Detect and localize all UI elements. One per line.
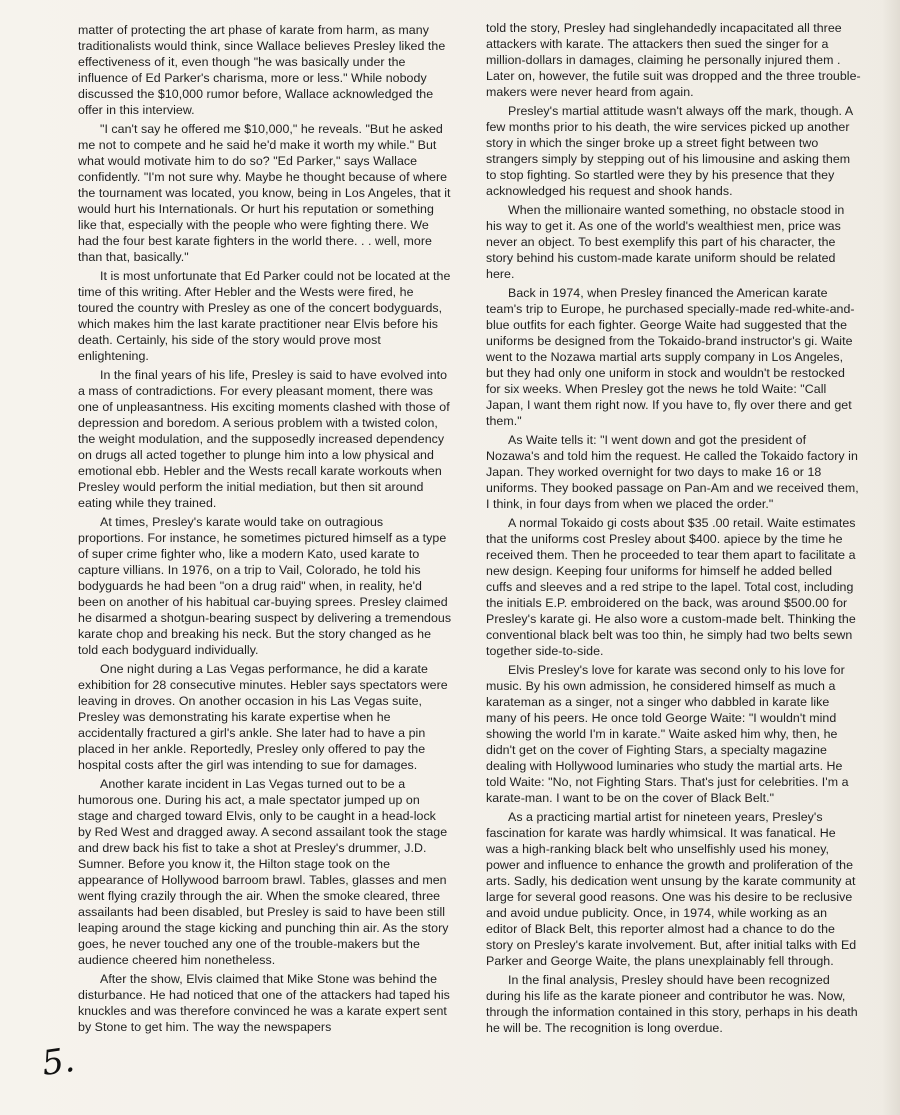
paragraph: As Waite tells it: "I went down and got the president of Nozawa's and told him the request. He called the Tokaido factory in Japan. They worked overnight for two days to make 16 or 18 uniforms. They booked passage on Pan-Am and we received them, I think, in four days from when we placed the order."	[486, 433, 859, 511]
paragraph: In the final years of his life, Presley is said to have evolved into a mass of contradictions. For every pleasant moment, there was one of unpleasantness. His exciting moments clashed with those of depression and boredom. A serious problem with a twisted colon, the weight modulation, and the supposedly increased dependency on drugs all acted together to plunge him into a low physical and emotional ebb. Hebler and the Wests recall karate workouts when Presley would perform the initial mediation, but then sit around eating while they trained.	[78, 368, 450, 510]
paragraph: Presley's martial attitude wasn't always off the mark, though. A few months prior to his death, the wire services picked up another story in which the singer broke up a street fight between two strangers simply by stepping out of his limousine and asking them to stop fighting. So startled were they by his presence that they acknowledged his request and shook hands.	[486, 104, 853, 198]
paragraph: "I can't say he offered me $10,000," he reveals. "But he asked me not to compete and he said he'd make it worth my while." But what would motivate him to do so? "Ed Parker," says Wallace confidently. "I'm not sure why. Maybe he thought because of where the tournament was located, you know, being in Los Angeles, that it would hurt his Internationals. Or hurt his reputation or something like that, especially with the people who were fighting there. We had the four best karate fighters in the world there. . . well, more than that, basically."	[78, 122, 451, 264]
paragraph: It is most unfortunate that Ed Parker could not be located at the time of this writing. After Hebler and the Wests were fired, he toured the country with Presley as one of the concert bodyguards, which makes him the last karate practitioner near Elvis before his death. Certainly, his side of the story would prove most enlightening.	[78, 269, 451, 363]
left-column	[78, 22, 452, 1038]
paragraph: After the show, Elvis claimed that Mike Stone was behind the disturbance. He had noticed that one of the attackers had taped his knuckles and was therefore convinced he was a karate expert sent by Stone to get him. The way the newspapers	[78, 972, 450, 1034]
paragraph: In the final analysis, Presley should have been recognized during his life as the karate pioneer and contributor he was. Now, through the information contained in this story, perhaps in his death he will be. The recognition is long overdue.	[486, 973, 858, 1035]
paragraph: Another karate incident in Las Vegas turned out to be a humorous one. During his act, a male spectator jumped up on stage and charged toward Elvis, only to be caught in a head-lock by Red West and dragged away. A second assailant took the stage and drew back his fist to take a shot at Presley's drummer, J.D. Sumner. Before you know it, the Hilton stage took on the appearance of Hollywood barroom brawl. Tables, glasses and men went flying crazily through the air. When the smoke cleared, three assailants had been disabled, but Presley is said to have been still leaping around the stage kicking and punching thin air. As the story goes, he never touched any one of the trouble-makers but the audience cheered him nonetheless.	[78, 777, 449, 967]
paragraph: When the millionaire wanted something, no obstacle stood in his way to get it. As one of the world's wealthiest men, price was never an object. To best exemplify this part of his character, the story behind his custom-made karate uniform should be related here.	[486, 203, 845, 281]
paragraph: matter of protecting the art phase of karate from harm, as many traditionalists would think, since Wallace believes Presley liked the effectiveness of it, even though "he was basically under the influence of Ed Parker's charisma, more or less." While nobody discussed the $10,000 rumor before, Wallace acknowledged the offer in this interview.	[78, 23, 446, 117]
paragraph: At times, Presley's karate would take on outragious proportions. For instance, he sometimes pictured himself as a type of super crime fighter who, like a modern Kato, used karate to capture villians. In 1976, on a trip to Vail, Colorado, he told his bodyguards he had been "on a drug raid" when, in reality, he'd been on another of his habitual car-buying sprees. Presley claimed he disarmed a shotgun-bearing suspect by delivering a tremendous karate chop and breaking his neck. But the story changed as he told each bodyguard individually.	[78, 515, 452, 657]
paragraph: Elvis Presley's love for karate was second only to his love for music. By his own admission, he considered himself as much a karateman as a singer, not a singer who dabbled in karate like many of his peers. He once told George Waite: "I wouldn't mind showing the world I'm in karate." Waite asked him why, then, he didn't get on the cover of Fighting Stars, a specialty magazine dealing with Hollywood luminaries who study the martial arts. He told Waite: "No, not Fighting Stars. That's just for celebrities. I'm a karate-man. I want to be on the cover of Black Belt."	[486, 663, 849, 805]
paragraph: Back in 1974, when Presley financed the American karate team's trip to Europe, he purchased specially-made red-white-and-blue outfits for each fighter. George Waite had suggested that the uniforms be designed from the Tokaido-brand instructor's gi. Waite went to the Nozawa martial arts supply company in Los Angeles, but they had only one uniform in stock and wouldn't be restocked for six weeks. When Presley got the news he told Waite: "Call Japan, I want them right now. If you have to, fly over there and get them."	[486, 286, 855, 428]
paragraph: As a practicing martial artist for nineteen years, Presley's fascination for karate was hardly whimsical. It was fanatical. He was a high-ranking black belt who unselfishly used his money, power and influence to enhance the growth and proliferation of the arts. Sadly, his dedication went unsung by the karate community at large for several good reasons. One was his desire to be reclusive and avoid undue publicity. Once, in 1974, while working as an editor of Black Belt, this reporter almost had a chance to do the story on Presley's karate involvement. But, after initial talks with Ed Parker and George Waite, the plans unexplainably fell through.	[486, 810, 857, 968]
paragraph: One night during a Las Vegas performance, he did a karate exhibition for 28 consecutive minutes. Hebler says spectators were leaving in droves. On another occasion in his Las Vegas suite, Presley was demonstrating his karate expertise when he accidentally fractured a girl's ankle. She later had to have a pin placed in her ankle. Reportedly, Presley only offered to pay the hospital costs after the girl was intending to sue for damages.	[78, 662, 448, 772]
paragraph: A normal Tokaido gi costs about $35 .00 retail. Waite estimates that the uniforms cost Presley about $400. apiece by the time he received them. Then he proceeded to tear them apart to facilitate a new design. Keeping four uniforms for himself he added belled cuffs and sleeves and a red stripe to the lapel. Total cost, including the initials E.P. embroidered on the back, was around $500.00 for Presley's karate gi. He also wore a custom-made belt. Thinking the conventional black belt was too thin, he simply had two belts sewn together side-to-side.	[486, 516, 856, 658]
paragraph: told the story, Presley had singlehandedly incapacitated all three attackers with karate. The attackers then sued the singer for a million-dollars in damages, claiming he personally injured them . Later on, however, the futile suit was dropped and the three trouble-makers were never heard from again.	[486, 21, 861, 99]
paper-edge-shadow	[882, 0, 900, 1115]
page-number: 5.	[39, 1039, 78, 1085]
right-column	[486, 20, 861, 1039]
